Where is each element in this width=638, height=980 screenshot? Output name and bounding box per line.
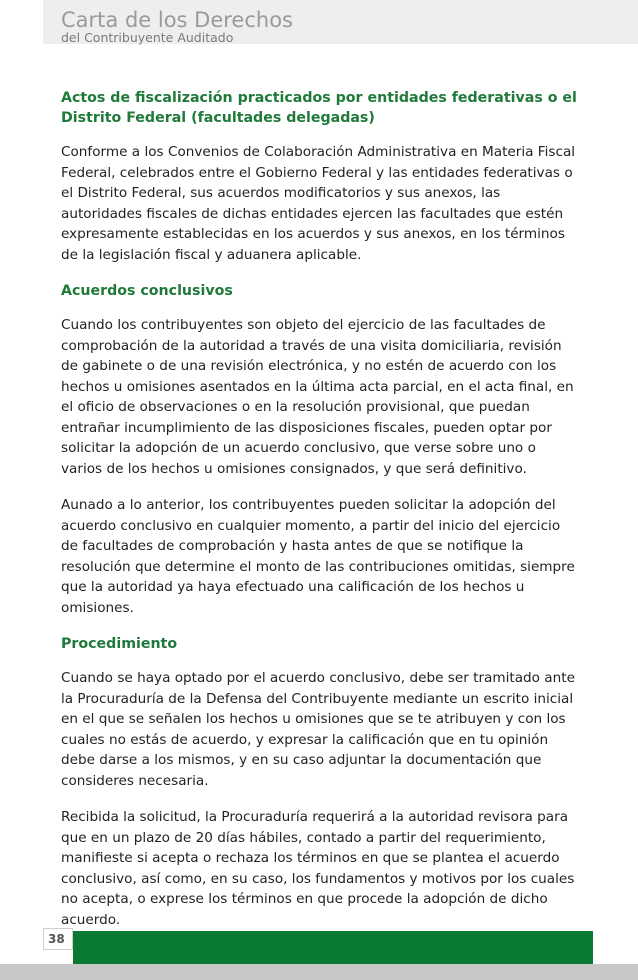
document-body xyxy=(61,88,581,946)
paragraph: Conforme a los Convenios de Colaboración Administrativa en Materia Fiscal Federal, celebrados entre el Gobierno Federal y las entidades federativas o el Distrito Federal, sus acuerdos modificatorios y sus anexos, las autoridades fiscales de dichas entidades ejercen las facultades que estén expresamente establecidas en los acuerdos y sus anexos, en los términos de la legislación fiscal y aduanera aplicable. xyxy=(61,144,576,263)
footer-green-bar xyxy=(73,931,593,964)
section-heading-acuerdos-conclusivos: Acuerdos conclusivos xyxy=(61,283,233,299)
paragraph: Aunado a lo anterior, los contribuyentes pueden solicitar la adopción del acuerdo conclusivo en cualquier momento, a partir del inicio del ejercicio de facultades de comprobación y hasta antes de que se notifique la resolución que determine el monto de las contribuciones omitidas, siempre que la autoridad ya haya efectuado una calificación de los hechos u omisiones. xyxy=(61,497,575,616)
paragraph: Cuando los contribuyentes son objeto del ejercicio de las facultades de comprobación de la autoridad a través de una visita domiciliaria, revisión de gabinete o de una revisión electrónica, y no estén de acuerdo con los hechos u omisiones asentados en la última acta parcial, en el acta final, en el oficio de observaciones o en la resolución provisional, que puedan entrañar incumplimiento de las disposiciones fiscales, pueden optar por solicitar la adopción de un acuerdo conclusivo, que verse sobre uno o varios de los hechos u omisiones consignados, y que será definitivo. xyxy=(61,317,574,477)
paragraph: Recibida la solicitud, la Procuraduría requerirá a la autoridad revisora para que en un plazo de 20 días hábiles, contado a partir del requerimiento, manifieste si acepta o rechaza los términos en que se plantea el acuerdo conclusivo, así como, en su caso, los fundamentos y motivos por los cuales no acepta, o exprese los términos en que procede la adopción de dicho acuerdo. xyxy=(61,809,575,928)
footer-gray-bar xyxy=(0,964,638,980)
section-heading-facultades-delegadas: Actos de fiscalización practicados por entidades federativas o el Distrito Federal (facultades delegadas) xyxy=(61,90,577,126)
section-heading-procedimiento: Procedimiento xyxy=(61,636,178,652)
page-number: 38 xyxy=(48,932,65,946)
paragraph: Cuando se haya optado por el acuerdo conclusivo, debe ser tramitado ante la Procuraduría de la Defensa del Contribuyente mediante un escrito inicial en el que se señalen los hechos u omisiones que se te atribuyen y con los cuales no estás de acuerdo, y expresar la calificación que en tu opinión debe darse a los mismos, y en su caso adjuntar la documentación que consideres necesaria. xyxy=(61,670,575,789)
page-header-title: Carta de los Derechos xyxy=(61,8,293,32)
page-header-subtitle: del Contribuyente Auditado xyxy=(61,30,234,45)
